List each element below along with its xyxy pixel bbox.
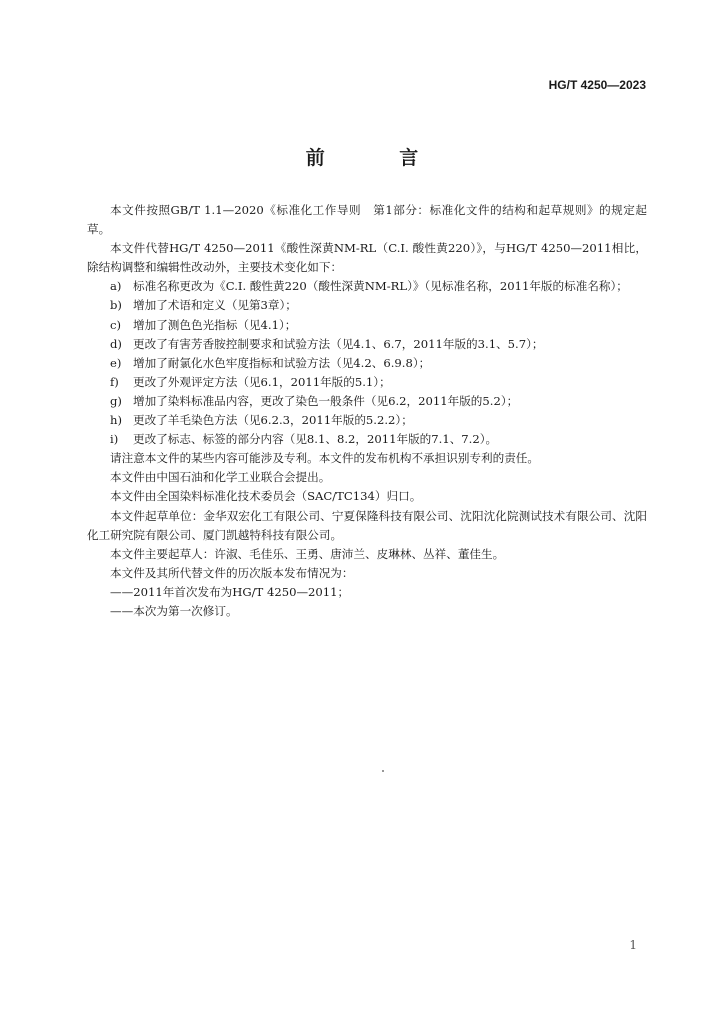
change-item [87,335,647,354]
change-marker: e) [110,355,122,370]
document-body [87,201,647,621]
change-marker: a) [110,279,122,294]
change-item [87,296,647,315]
change-item [87,430,647,449]
standard-code: HG/T 4250—2023 [548,78,646,92]
version-history-item: ——2011年首次发布为HG/T 4250—2011； [110,584,350,599]
change-marker: b) [110,298,122,313]
committee-statement: 本文件由全国染料标准化技术委员会（SAC/TC134）归口。 [110,489,422,504]
change-text: 更改了外观评定方法（见6.1，2011年版的5.1）； [133,374,391,389]
version-history-intro: 本文件及其所代替文件的历次版本发布情况为： [110,565,354,580]
change-marker: h) [110,413,122,428]
proposer-statement: 本文件由中国石油和化学工业联合会提出。 [110,470,331,485]
scan-dot [382,770,384,772]
change-text: 更改了羊毛染色方法（见6.2.3，2011年版的5.2.2）； [133,413,413,428]
change-list [87,277,647,449]
change-item [87,373,647,392]
paragraph-drafting-rules: 本文件按照GB/T 1.1—2020《标准化工作导则 第1部分：标准化文件的结构和起草规则》的规定起草。 [87,203,647,237]
change-marker: d) [110,336,122,351]
drafting-organizations: 本文件起草单位：金华双宏化工有限公司、宁夏保隆科技有限公司、沈阳沈化院测试技术有限公司、沈阳化工研究院有限公司、厦门凯越特科技有限公司。 [87,508,647,542]
change-text: 增加了测色色光指标（见4.1）； [133,317,297,332]
change-item [87,411,647,430]
drafters: 本文件主要起草人：许淑、毛佳乐、王勇、唐沛兰、皮琳林、丛祥、董佳生。 [110,546,505,561]
change-item [87,316,647,335]
change-marker: f) [110,374,119,389]
change-text: 增加了耐氯化水色牢度指标和试验方法（见4.2、6.9.8）； [133,355,431,370]
patent-notice: 请注意本文件的某些内容可能涉及专利。本文件的发布机构不承担识别专利的责任。 [110,451,539,466]
version-history-item: ——本次为第一次修订。 [110,603,238,618]
change-text: 更改了有害芳香胺控制要求和试验方法（见4.1、6.7，2011年版的3.1、5.7）； [133,336,544,351]
page-number: 1 [629,938,637,952]
paragraph-replacement: 本文件代替HG/T 4250—2011《酸性深黄NM-RL（C.I. 酸性黄220）》，与HG/T 4250—2011相比，除结构调整和编辑性改动外，主要技术变化如下： [87,241,647,275]
change-marker: i) [110,432,119,447]
change-marker: c) [110,317,122,332]
change-text: 更改了标志、标签的部分内容（见8.1、8.2，2011年版的7.1、7.2）。 [133,432,498,447]
change-item [87,277,647,296]
page-title: 前 言 [305,147,453,169]
change-text: 增加了术语和定义（见第3章）； [133,298,297,313]
change-text: 标准名称更改为《C.I. 酸性黄220（酸性深黄NM-RL）》（见标准名称，2011年版的标准名称）； [133,279,628,294]
change-item [87,392,647,411]
change-item [87,354,647,373]
change-marker: g) [110,393,122,408]
change-text: 增加了染料标准品内容，更改了染色一般条件（见6.2，2011年版的5.2）； [133,393,519,408]
